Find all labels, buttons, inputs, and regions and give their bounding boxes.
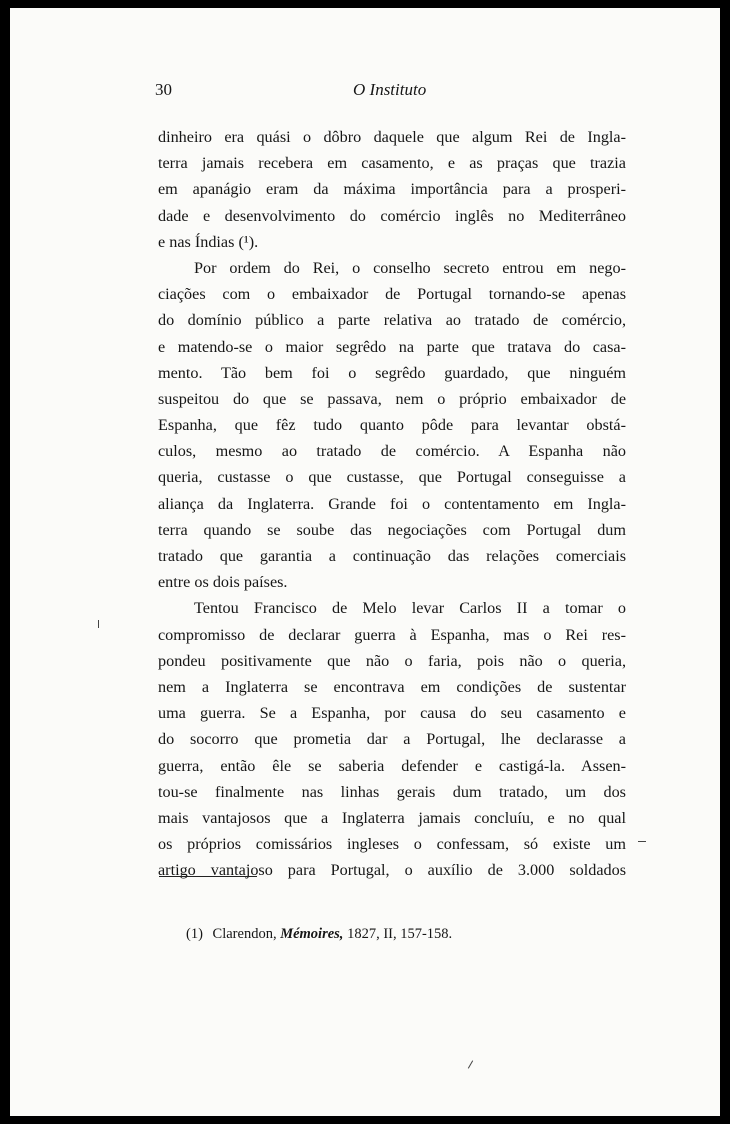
text-line: Por ordem do Rei, o conselho secreto entrou em nego- <box>194 258 626 277</box>
text-line: suspeitou do que se passava, nem o próprio embaixador de <box>158 389 626 408</box>
text-line: artigo vantajoso para Portugal, o auxílio de 3.000 soldados <box>158 861 626 880</box>
scan-speck <box>468 1060 473 1068</box>
footnote-title: Mémoires, <box>280 926 344 942</box>
text-line: Espanha, que fêz tudo quanto pôde para levantar obstá- <box>158 416 626 435</box>
text-line: e nas Índias (¹). <box>158 232 259 251</box>
text-line: tratado que garantia a continuação das relações comerciais <box>158 547 626 565</box>
text-line: queria, custasse o que custasse, que Portugal conseguisse a <box>158 468 626 487</box>
page-header <box>155 80 625 104</box>
text-line: nem a Inglaterra se encontrava em condições de sustentar <box>158 677 626 696</box>
text-line: mais vantajosos que a Inglaterra jamais concluíu, e no qual <box>158 808 626 827</box>
book-page <box>10 8 720 1116</box>
text-line: dade e desenvolvimento do comércio inglês no Mediterrâneo <box>158 206 626 225</box>
text-line: compromisso de declarar guerra à Espanha, mas o Rei res- <box>158 625 626 644</box>
text-line: guerra, então êle se saberia defender e castigá-la. Assen- <box>158 756 626 775</box>
footnote-marker: (1) <box>186 926 203 942</box>
paragraph-2 <box>158 255 626 595</box>
text-line: pondeu positivamente que não o faria, pois não o queria, <box>158 651 626 670</box>
text-line: aliança da Inglaterra. Grande foi o contentamento em Ingla- <box>158 494 626 513</box>
text-line: do socorro que prometia dar a Portugal, lhe declarasse a <box>158 730 626 749</box>
text-line: terra jamais recebera em casamento, e as praças que trazia <box>158 154 626 173</box>
text-line: Tentou Francisco de Melo levar Carlos II a tomar o <box>194 599 626 618</box>
text-line: do domínio público a parte relativa ao tratado de comércio, <box>158 311 626 330</box>
text-line: dinheiro era quási o dôbro daquele que algum Rei de Ingla- <box>158 128 626 146</box>
text-line: e matendo-se o maior segrêdo na parte que tratava do casa- <box>158 337 626 356</box>
footnote-author: Clarendon, <box>212 926 277 942</box>
footnote-details: 1827, II, 157-158. <box>347 926 453 942</box>
text-line: tou-se finalmente nas linhas gerais dum tratado, um dos <box>158 782 626 801</box>
page-number: 30 <box>155 80 172 99</box>
scan-speck <box>98 620 99 628</box>
paragraph-1 <box>158 124 626 255</box>
text-line: em apanágio eram da máxima importância para a prosperi- <box>158 180 626 199</box>
text-line: os próprios comissários ingleses o confessam, só existe um <box>158 835 626 854</box>
footnote <box>186 925 452 943</box>
scan-speck <box>638 841 646 842</box>
text-line: terra quando se soube das negociações com Portugal dum <box>158 520 626 539</box>
text-line: entre os dois países. <box>158 573 288 592</box>
footnote-divider <box>159 876 257 877</box>
text-line: mento. Tão bem foi o segrêdo guardado, que ninguém <box>158 363 626 382</box>
text-line: culos, mesmo ao tratado de comércio. A Espanha não <box>158 442 626 461</box>
paragraph-3 <box>158 595 626 883</box>
body-text <box>158 124 626 883</box>
text-line: uma guerra. Se a Espanha, por causa do seu casamento e <box>158 704 626 723</box>
running-head: O Instituto <box>353 80 427 99</box>
text-line: ciações com o embaixador de Portugal tornando-se apenas <box>158 285 626 304</box>
